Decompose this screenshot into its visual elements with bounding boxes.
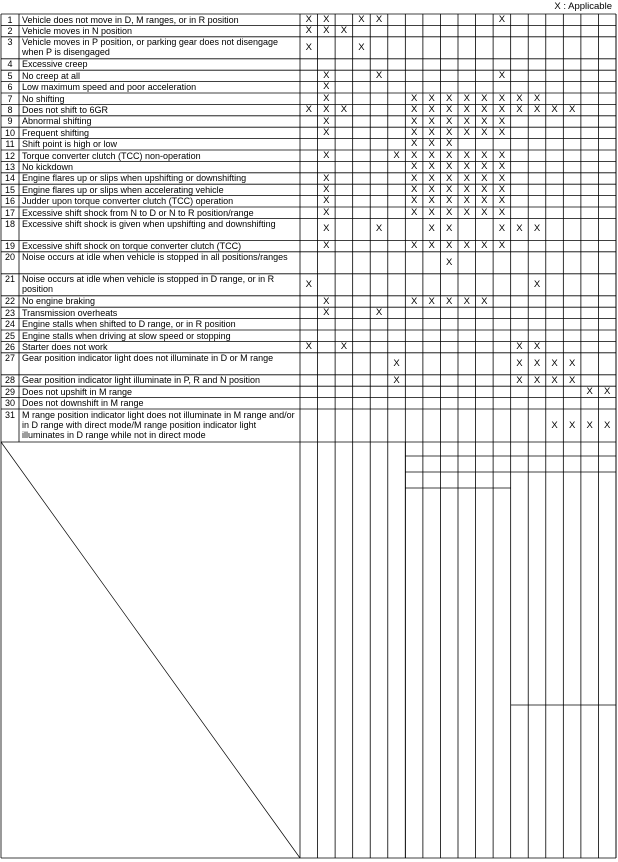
applicable-mark: X [516, 92, 523, 104]
row-number: 1 [7, 14, 13, 25]
symptom-text: Transmission overheats [22, 307, 118, 318]
row-number: 11 [5, 139, 15, 150]
applicable-mark: X [446, 223, 453, 235]
applicable-mark: X [323, 25, 330, 37]
applicable-mark: X [446, 115, 453, 127]
row-number: 14 [4, 173, 15, 184]
row-number: 5 [7, 70, 13, 81]
row-number: 31 [4, 409, 15, 420]
applicable-mark: X [481, 161, 488, 173]
applicable-mark: X [463, 149, 470, 161]
symptom-text: Low maximum speed and poor acceleration [22, 82, 197, 93]
row-number: 20 [4, 252, 15, 263]
applicable-mark: X [340, 25, 348, 37]
row-number: 13 [4, 161, 15, 172]
applicable-mark: X [323, 240, 330, 252]
applicable-mark: X [446, 172, 453, 184]
symptom-text: Does not upshift in M range [22, 386, 133, 397]
applicable-mark: X [533, 278, 541, 290]
applicable-mark: X [463, 92, 470, 104]
symptom-text: Gear position indicator light illuminate in P, R and N position [22, 375, 260, 386]
symptom-text: Vehicle moves in P position, or parking gear does not disengage when P is disengaged [22, 37, 278, 58]
applicable-mark: X [498, 172, 506, 184]
applicable-mark: X [428, 172, 435, 184]
applicable-mark: X [323, 306, 330, 318]
applicable-mark: X [428, 223, 435, 235]
applicable-mark: X [393, 149, 400, 161]
applicable-mark: X [410, 240, 418, 252]
symptom-text: Excessive shift shock from N to D or N to R position/range [22, 207, 254, 218]
applicable-mark: X [446, 161, 453, 173]
applicable-mark: X [446, 206, 453, 218]
applicable-mark: X [533, 374, 541, 386]
applicable-mark: X [481, 206, 488, 218]
row-number: 27 [4, 353, 15, 364]
applicable-mark: X [393, 374, 400, 386]
applicable-mark: X [498, 195, 506, 207]
symptom-text: Abnormal shifting [22, 116, 92, 127]
symptom-text: Starter does not work [22, 341, 108, 352]
applicable-mark: X [323, 295, 330, 307]
applicable-mark: X [498, 92, 506, 104]
row-number: 23 [4, 307, 15, 318]
applicable-mark: X [410, 115, 418, 127]
row-number: 8 [7, 104, 13, 115]
applicable-mark: X [498, 240, 506, 252]
applicable-mark: X [305, 104, 312, 116]
applicable-mark: X [305, 25, 312, 37]
applicable-mark: X [428, 149, 435, 161]
applicable-mark: X [463, 126, 470, 138]
applicable-mark: X [305, 13, 312, 25]
applicable-mark: X [498, 183, 506, 195]
applicable-mark: X [568, 419, 576, 431]
row-number: 2 [7, 25, 13, 36]
applicable-mark: X [446, 138, 453, 150]
row-number: 19 [4, 240, 15, 251]
applicable-mark: X [533, 341, 541, 353]
applicable-mark: X [428, 195, 435, 207]
row-number: 29 [4, 386, 15, 397]
applicable-mark: X [410, 126, 418, 138]
applicable-mark: X [323, 13, 330, 25]
applicable-mark: X [323, 223, 330, 235]
applicable-mark: X [463, 206, 470, 218]
row-number: 17 [4, 207, 15, 218]
applicable-mark: X [586, 385, 593, 397]
applicable-mark: X [375, 13, 383, 25]
applicable-mark: X [358, 13, 365, 25]
row-number: 4 [7, 59, 13, 70]
applicable-mark: X [568, 374, 576, 386]
symptom-text: No shifting [22, 93, 65, 104]
applicable-mark: X [516, 374, 523, 386]
applicable-mark: X [551, 104, 558, 116]
applicable-mark: X [498, 206, 506, 218]
applicable-mark: X [498, 149, 506, 161]
applicable-mark: X [428, 126, 435, 138]
applicable-mark: X [446, 240, 453, 252]
applicable-mark: X [410, 183, 418, 195]
row-number: 10 [4, 127, 15, 138]
symptom-text: Engine flares up or slips when accelerating vehicle [22, 184, 224, 195]
applicable-mark: X [428, 295, 435, 307]
applicable-mark: X [481, 115, 488, 127]
applicable-mark: X [446, 126, 453, 138]
applicable-mark: X [410, 138, 418, 150]
applicable-mark: X [323, 195, 330, 207]
symptom-text: Shift point is high or low [22, 139, 118, 150]
applicable-mark: X [463, 195, 470, 207]
applicable-mark: X [481, 92, 488, 104]
applicable-mark: X [410, 295, 418, 307]
applicable-mark: X [323, 206, 330, 218]
applicable-mark: X [498, 161, 506, 173]
applicable-mark: X [516, 104, 523, 116]
applicable-mark: X [463, 183, 470, 195]
applicable-mark: X [375, 223, 383, 235]
applicable-mark: X [498, 104, 506, 116]
applicable-mark: X [428, 161, 435, 173]
applicable-mark: X [533, 223, 541, 235]
applicable-mark: X [568, 357, 576, 369]
applicable-mark: X [481, 149, 488, 161]
applicable-mark: X [323, 183, 330, 195]
applicable-mark: X [516, 223, 523, 235]
row-number: 24 [4, 319, 15, 330]
applicable-mark: X [375, 306, 383, 318]
applicable-mark: X [604, 419, 611, 431]
symptom-text: Frequent shifting [22, 127, 90, 138]
applicable-mark: X [568, 104, 576, 116]
applicable-mark: X [428, 115, 435, 127]
symptom-text: Excessive creep [22, 59, 88, 70]
row-number: 18 [4, 218, 15, 229]
applicable-mark: X [463, 240, 470, 252]
symptom-text: No creep at all [22, 70, 81, 81]
row-number: 30 [4, 398, 15, 409]
row-number: 3 [7, 37, 13, 48]
row-number: 16 [4, 196, 15, 207]
applicable-mark: X [463, 172, 470, 184]
applicable-mark: X [446, 256, 453, 268]
symptom-text: Noise occurs at idle when vehicle is stopped in D range, or in R position [22, 274, 275, 295]
row-number: 26 [4, 341, 15, 352]
symptom-text: Engine stalls when driving at slow speed or stopping [22, 330, 231, 341]
applicable-mark: X [516, 357, 523, 369]
applicable-mark: X [340, 341, 348, 353]
row-number: 9 [7, 116, 13, 127]
applicable-mark: X [358, 41, 365, 53]
symptom-text: Gear position indicator light does not illuminate in D or M range [22, 353, 274, 364]
symptom-text: Torque converter clutch (TCC) non-operation [22, 150, 201, 161]
symptom-text: Does not shift to 6GR [22, 104, 109, 115]
applicable-mark: X [481, 172, 488, 184]
applicable-mark: X [428, 240, 435, 252]
applicable-mark: X [323, 172, 330, 184]
symptom-text: Vehicle moves in N position [22, 25, 133, 36]
applicable-mark: X [410, 149, 418, 161]
applicable-mark: X [428, 206, 435, 218]
applicable-mark: X [323, 92, 330, 104]
applicable-mark: X [446, 195, 453, 207]
applicable-mark: X [410, 206, 418, 218]
applicable-mark: X [305, 41, 312, 53]
applicable-mark: X [410, 92, 418, 104]
applicable-mark: X [533, 104, 541, 116]
applicable-mark: X [428, 138, 435, 150]
applicable-mark: X [463, 161, 470, 173]
applicable-mark: X [481, 104, 488, 116]
applicable-mark: X [551, 357, 558, 369]
legend: X : Applicable [554, 1, 612, 12]
applicable-mark: X [305, 341, 312, 353]
applicable-mark: X [428, 183, 435, 195]
applicable-mark: X [375, 69, 383, 81]
applicable-mark: X [463, 295, 470, 307]
applicable-mark: X [393, 357, 400, 369]
applicable-mark: X [463, 115, 470, 127]
applicable-mark: X [323, 149, 330, 161]
applicable-mark: X [463, 104, 470, 116]
applicable-mark: X [446, 295, 453, 307]
applicable-mark: X [481, 295, 488, 307]
symptom-text: No engine braking [22, 296, 96, 307]
applicable-mark: X [533, 357, 541, 369]
applicable-mark: X [340, 104, 348, 116]
symptom-text: Does not downshift in M range [22, 398, 144, 409]
applicable-mark: X [586, 419, 593, 431]
applicable-mark: X [323, 115, 330, 127]
row-number: 12 [4, 150, 15, 161]
applicable-mark: X [498, 115, 506, 127]
applicable-mark: X [481, 240, 488, 252]
applicable-mark: X [481, 126, 488, 138]
applicable-mark: X [428, 104, 435, 116]
applicable-mark: X [498, 69, 506, 81]
symptom-text: Vehicle does not move in D, M ranges, or in R position [22, 14, 239, 25]
symptom-text: Noise occurs at idle when vehicle is stopped in all positions/ranges [22, 252, 288, 263]
grid-line [1, 442, 300, 858]
applicable-mark: X [323, 126, 330, 138]
symptom-text: Engine stalls when shifted to D range, or in R position [22, 319, 236, 330]
symptom-text: Excessive shift shock is given when upshifting and downshifting [22, 218, 276, 229]
applicable-mark: X [446, 149, 453, 161]
row-number: 28 [4, 375, 15, 386]
applicable-mark: X [446, 92, 453, 104]
applicable-mark: X [481, 183, 488, 195]
row-number: 6 [7, 82, 13, 93]
symptom-text: Engine flares up or slips when upshifting or downshifting [22, 173, 247, 184]
applicable-mark: X [498, 126, 506, 138]
row-number: 7 [7, 93, 13, 104]
applicable-mark: X [446, 104, 453, 116]
applicable-mark: X [551, 374, 558, 386]
applicable-mark: X [428, 92, 435, 104]
applicable-mark: X [323, 69, 330, 81]
symptom-text: No kickdown [22, 161, 74, 172]
applicable-mark: X [410, 161, 418, 173]
applicable-mark: X [446, 183, 453, 195]
row-number: 25 [4, 330, 15, 341]
applicable-mark: X [410, 104, 418, 116]
applicable-mark: X [323, 81, 330, 93]
applicable-mark: X [533, 92, 541, 104]
applicable-mark: X [323, 104, 330, 116]
applicable-mark: X [498, 223, 506, 235]
applicable-mark: X [481, 195, 488, 207]
applicable-mark: X [410, 195, 418, 207]
applicable-mark: X [410, 172, 418, 184]
symptom-text: Excessive shift shock on torque converter clutch (TCC) [22, 240, 242, 251]
symptom-text: Judder upon torque converter clutch (TCC) operation [22, 196, 234, 207]
applicable-mark: X [604, 385, 611, 397]
symptom-text: M range position indicator light does not illuminate in M range and/or in D range with direct mode/M range position indicator light illuminates in D range while not in direct mode [22, 409, 295, 440]
applicable-mark: X [551, 419, 558, 431]
row-number: 22 [4, 296, 15, 307]
row-number: 21 [4, 274, 15, 285]
applicable-mark: X [516, 341, 523, 353]
applicable-mark: X [498, 13, 506, 25]
applicable-mark: X [305, 278, 312, 290]
row-number: 15 [4, 184, 15, 195]
